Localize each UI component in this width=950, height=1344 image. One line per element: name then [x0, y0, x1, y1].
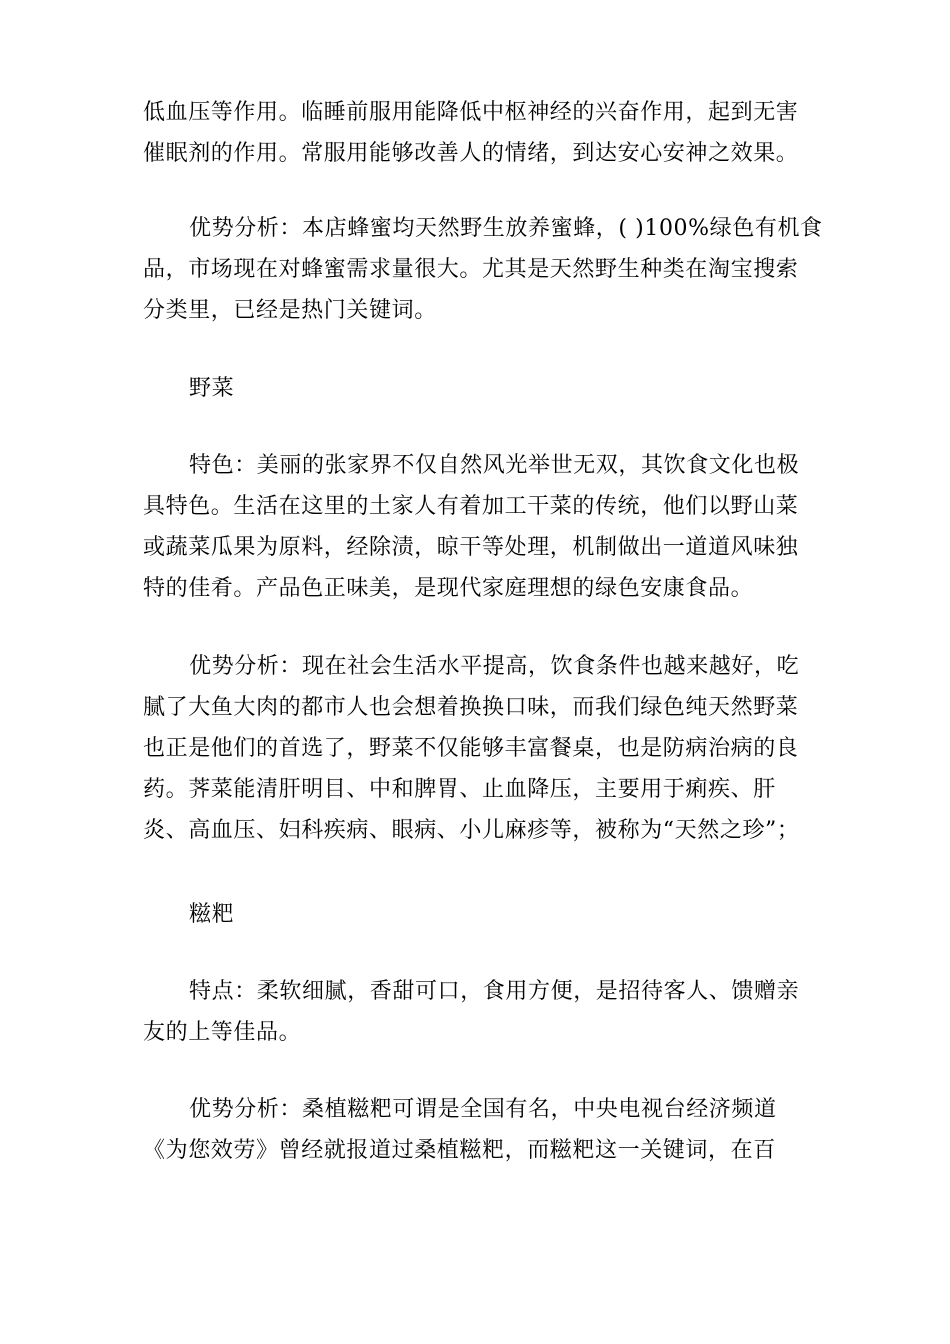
- text-line: 催眠剂的作用。常服用能够改善人的情绪，到达安心安神之效果。: [143, 141, 799, 166]
- text-line: 分类里，已经是热门关键词。: [143, 298, 437, 323]
- section-heading: 野菜: [189, 376, 235, 401]
- section-heading: 糍粑: [189, 902, 235, 927]
- text-line: 药。荠菜能清肝明目、中和脾胃、止血降压，主要用于痢疾、肝: [143, 777, 776, 802]
- text-line: 低血压等作用。临睡前服用能降低中枢神经的兴奋作用，起到无害: [143, 100, 799, 125]
- text-line: 优势分析：桑植糍粑可谓是全国有名，中央电视台经济频道: [189, 1097, 777, 1122]
- paragraph-vegetables-advantage: [143, 646, 813, 851]
- section-heading-ciba: [143, 894, 813, 935]
- text-line: 特色：美丽的张家界不仅自然风光举世无双，其饮食文化也极: [189, 453, 800, 478]
- text-line: 炎、高血压、妇科疾病、眼病、小儿麻疹等，被称为“天然之珍”；: [143, 818, 800, 843]
- text-line: 具特色。生活在这里的土家人有着加工干菜的传统，他们以野山菜: [143, 494, 799, 519]
- text-line: 特的佳肴。产品色正味美，是现代家庭理想的绿色安康食品。: [143, 576, 754, 601]
- paragraph-honey-advantage: [143, 208, 823, 331]
- text-line: 也正是他们的首选了，野菜不仅能够丰富餐桌，也是防病治病的良: [143, 736, 799, 761]
- text-line: 腻了大鱼大肉的都市人也会想着换换口味，而我们绿色纯天然野菜: [143, 695, 799, 720]
- text-line: 品，市场现在对蜂蜜需求量很大。尤其是天然野生种类在淘宝搜索: [143, 257, 799, 282]
- paragraph-vegetables-features: [143, 445, 813, 609]
- text-line: 特点：柔软细腻，香甜可口，食用方便，是招待客人、馈赠亲: [189, 979, 800, 1004]
- section-heading-wild-vegetables: [143, 368, 813, 409]
- text-line: 或蔬菜瓜果为原料，经除渍，晾干等处理，机制做出一道道风味独: [143, 535, 799, 560]
- paragraph-honey-effects: [143, 92, 813, 174]
- text-line: 优势分析：本店蜂蜜均天然野生放养蜜蜂，( )100%绿色有机食: [189, 216, 823, 241]
- text-line: 《为您效劳》曾经就报道过桑植糍粑，而糍粑这一关键词，在百: [143, 1138, 776, 1163]
- paragraph-ciba-advantage: [143, 1089, 813, 1171]
- text-line: 优势分析：现在社会生活水平提高，饮食条件也越来越好，吃: [189, 654, 800, 679]
- text-line: 友的上等佳品。: [143, 1020, 302, 1045]
- paragraph-ciba-features: [143, 971, 813, 1053]
